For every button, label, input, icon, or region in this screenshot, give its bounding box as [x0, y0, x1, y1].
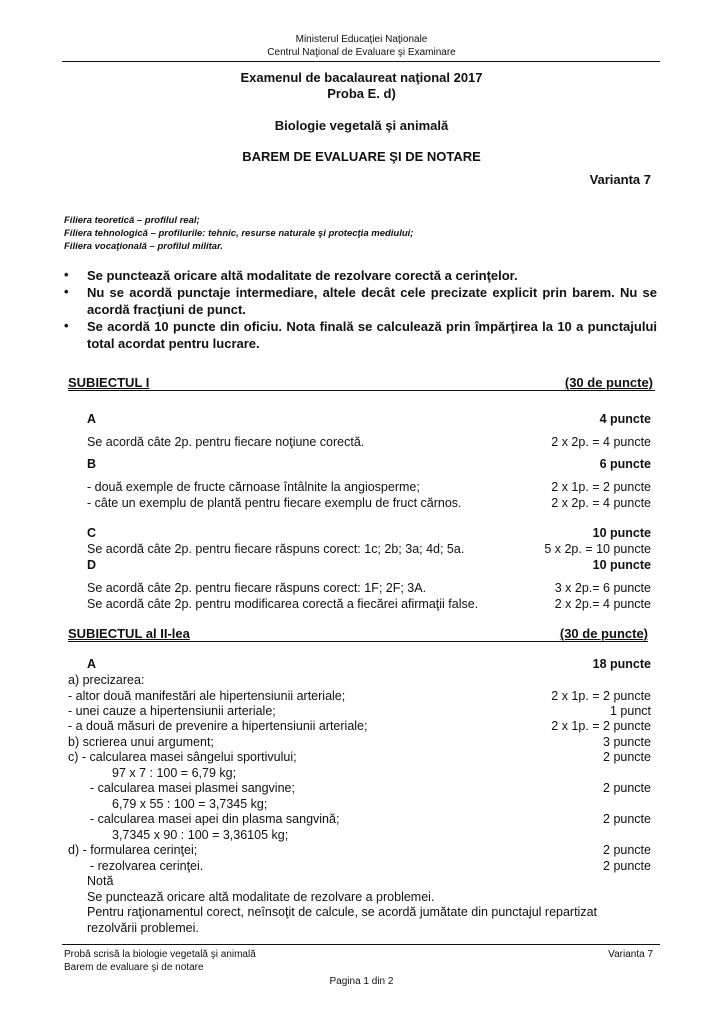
- score-value: 2 x 2p. = 4 puncte: [551, 435, 651, 449]
- score-row: [0, 842, 723, 858]
- score-text: c) - calcularea masei sângelui sportivului;: [68, 750, 297, 764]
- score-text: Se acordă câte 2p. pentru fiecare răspuns corect: 1F; 2F; 3A.: [87, 581, 427, 595]
- score-text: - a două măsuri de prevenire a hipertensiunii arteriale;: [68, 719, 368, 733]
- score-text: Se acordă câte 2p. pentru modificarea corectă a fiecărei afirmaţii false.: [87, 597, 479, 611]
- score-text: - altor două manifestări ale hipertensiunii arteriale;: [68, 689, 346, 703]
- score-text: b) scrierea unui argument;: [68, 735, 214, 749]
- score-row: [0, 434, 723, 450]
- footer-variant: Varianta 7: [608, 949, 653, 960]
- score-text: - unei cauze a hipertensiunii arteriale;: [68, 704, 276, 718]
- score-value: 2 puncte: [603, 781, 651, 795]
- score-row: [0, 811, 723, 827]
- score-value: 2 x 1p. = 2 puncte: [551, 480, 651, 494]
- score-text: 3,7345 x 90 : 100 = 3,36105 kg;: [112, 828, 289, 842]
- score-value: 2 puncte: [603, 843, 651, 857]
- score-row: [0, 749, 723, 765]
- score-row: [0, 858, 723, 874]
- score-text: d) - formularea cerinţei;: [68, 843, 198, 857]
- score-value: 2 x 1p. = 2 puncte: [551, 689, 651, 703]
- section-label: A: [87, 412, 97, 426]
- rule-item: Se punctează oricare altă modalitate de rezolvare corectă a cerinţelor.: [87, 268, 518, 283]
- score-value: 5 x 2p. = 10 puncte: [544, 542, 651, 556]
- note-text: rezolvării problemei.: [87, 921, 199, 935]
- rule-bullet: •: [64, 267, 69, 282]
- section-points: 4 puncte: [599, 412, 651, 426]
- score-value: 1 punct: [609, 704, 651, 718]
- filiera-vocationala: Filiera vocaţională – profilul militar.: [64, 241, 223, 252]
- footer-exam-name: Probă scrisă la biologie vegetală şi animală: [64, 949, 256, 960]
- section-points: 10 puncte: [592, 526, 651, 540]
- footer-divider: [62, 944, 660, 945]
- section-label: B: [87, 457, 97, 471]
- note-text: Se punctează oricare altă modalitate de rezolvare a problemei.: [87, 890, 435, 904]
- score-value: 2 puncte: [603, 812, 651, 826]
- section-label: D: [87, 558, 97, 572]
- note-row: [0, 920, 723, 936]
- score-value: 2 puncte: [603, 859, 651, 873]
- subiect1-title: SUBIECTUL I: [68, 375, 150, 390]
- section-points: 6 puncte: [599, 457, 651, 471]
- subiect2-points: (30 de puncte): [559, 626, 648, 641]
- section-d-header: [0, 557, 723, 573]
- score-row: [0, 718, 723, 734]
- section-label: A: [87, 657, 97, 671]
- score-row: [0, 796, 723, 812]
- score-row: [0, 541, 723, 557]
- score-row: [0, 580, 723, 596]
- score-text: - două exemple de fructe cărnoase întâlnite la angiosperme;: [87, 480, 420, 494]
- header-divider: [62, 61, 660, 62]
- score-row: [0, 672, 723, 688]
- section-points: 18 puncte: [592, 657, 651, 671]
- subiect2-title: SUBIECTUL al II-lea: [68, 626, 190, 641]
- score-value: 2 x 1p. = 2 puncte: [551, 719, 651, 733]
- score-row: [0, 495, 723, 511]
- subiect1-underline: [68, 390, 655, 391]
- subiect1-points: (30 de puncte): [564, 375, 653, 390]
- barem-title: BAREM DE EVALUARE ŞI DE NOTARE: [242, 149, 481, 164]
- note-row: [0, 889, 723, 905]
- section-a-header: [0, 411, 723, 427]
- footer-barem-name: Barem de evaluare şi de notare: [64, 962, 204, 973]
- note-title: [0, 873, 723, 889]
- variant-label: Varianta 7: [589, 172, 651, 187]
- section-a2-header: [0, 656, 723, 672]
- note-text: Pentru raţionamentul corect, neînsoţit de calcule, se acordă jumătate din punctajul repartizat: [87, 905, 598, 919]
- score-value: 3 puncte: [603, 735, 651, 749]
- score-row: [0, 596, 723, 612]
- score-row: [0, 688, 723, 704]
- score-text: Se acordă câte 2p. pentru fiecare noţiune corectă.: [87, 435, 365, 449]
- note-row: [0, 904, 723, 920]
- score-text: - rezolvarea cerinţei.: [90, 859, 204, 873]
- subject-title: Biologie vegetală şi animală: [274, 118, 449, 133]
- score-row: [0, 703, 723, 719]
- score-row: [0, 780, 723, 796]
- score-text: a) precizarea:: [68, 673, 145, 687]
- note-label: Notă: [87, 874, 114, 888]
- score-text: Se acordă câte 2p. pentru fiecare răspuns corect: 1c; 2b; 3a; 4d; 5a.: [87, 542, 465, 556]
- filiera-teoretica: Filiera teoretică – profilul real;: [64, 215, 200, 226]
- header-ministry: Ministerul Educaţiei Naţionale: [295, 34, 428, 45]
- rule-item: Se acordă 10 puncte din oficiu. Nota finală se calculează prin împărţirea la 10 a punctajului total acordat pentru lucrare.: [87, 319, 657, 351]
- score-row: [0, 479, 723, 495]
- score-value: 2 puncte: [603, 750, 651, 764]
- score-value: 3 x 2p.= 6 puncte: [554, 581, 651, 595]
- score-text: 97 x 7 : 100 = 6,79 kg;: [112, 766, 237, 780]
- section-b-header: [0, 456, 723, 472]
- score-text: - calcularea masei plasmei sangvine;: [90, 781, 295, 795]
- filiera-tehnologica: Filiera tehnologică – profilurile: tehnic, resurse naturale şi protecţia mediului;: [64, 228, 414, 239]
- score-row: [0, 827, 723, 843]
- score-text: - câte un exemplu de plantă pentru fiecare exemplu de fruct cărnos.: [87, 496, 462, 510]
- score-value: 2 x 2p. = 4 puncte: [551, 496, 651, 510]
- rule-item: Nu se acordă punctaje intermediare, altele decât cele precizate explicit prin barem. Nu se acordă fracţiuni de punct.: [87, 285, 657, 317]
- rule-bullet: •: [64, 318, 69, 333]
- subiect2-underline: [68, 641, 648, 642]
- section-points: 10 puncte: [592, 558, 651, 572]
- exam-title: Examenul de bacalaureat naţional 2017: [240, 70, 483, 85]
- section-label: C: [87, 526, 97, 540]
- score-row: [0, 734, 723, 750]
- rule-bullet: •: [64, 284, 69, 299]
- score-text: 6,79 x 55 : 100 = 3,7345 kg;: [112, 797, 268, 811]
- proba-title: Proba E. d): [327, 86, 396, 101]
- page-number: Pagina 1 din 2: [329, 976, 394, 987]
- section-c-header: [0, 525, 723, 541]
- score-row: [0, 765, 723, 781]
- score-text: - calcularea masei apei din plasma sangvină;: [90, 812, 340, 826]
- header-center: Centrul Naţional de Evaluare şi Examinare: [267, 47, 456, 58]
- score-value: 2 x 2p.= 4 puncte: [554, 597, 651, 611]
